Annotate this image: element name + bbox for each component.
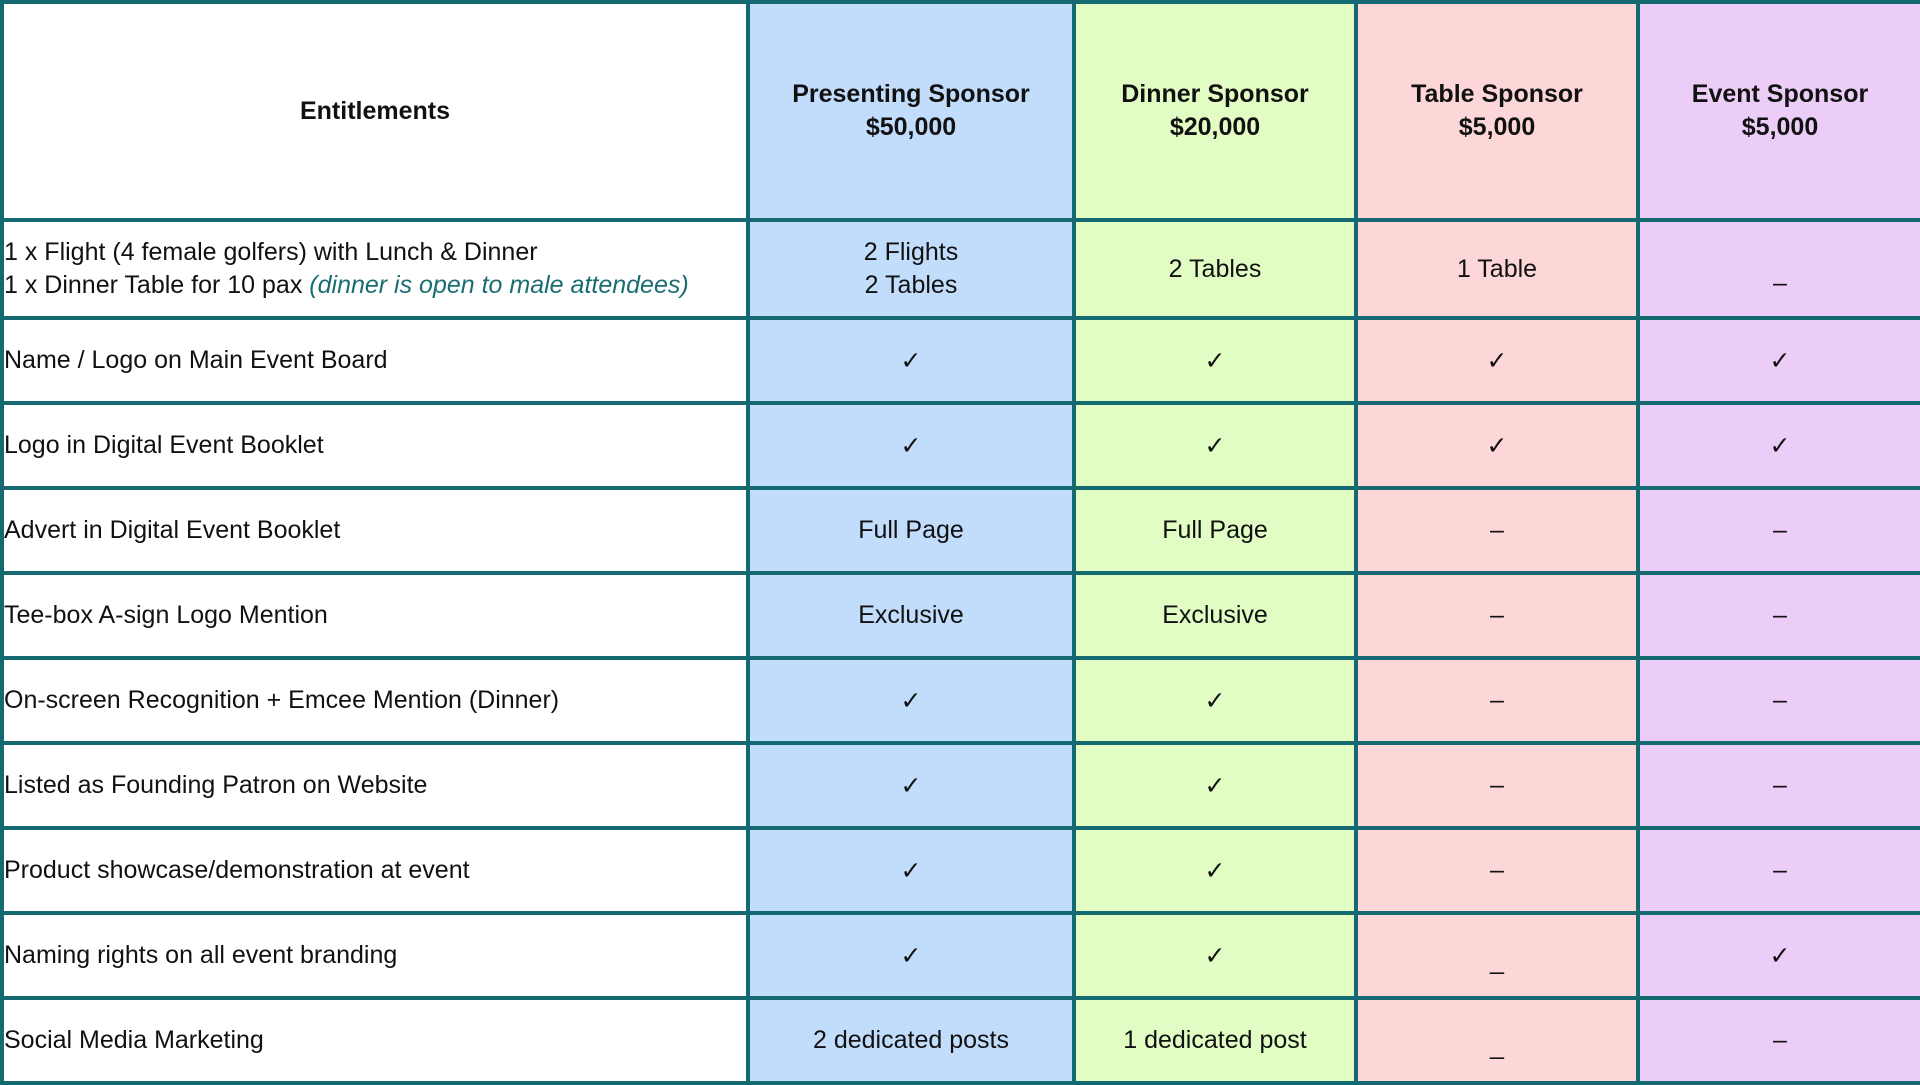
entitlement-label: Tee-box A-sign Logo Mention [2,573,748,658]
dinner-cell: Full Page [1074,488,1356,573]
dinner-cell: ✓ [1074,403,1356,488]
entitlement-label [2,220,748,318]
dinner-cell: ✓ [1074,318,1356,403]
entitlement-line: 1 x Dinner Table for 10 pax [4,271,310,299]
dinner-cell: ✓ [1074,913,1356,998]
tier-name: Table Sponsor [1411,80,1583,108]
event-cell: ✓ [1638,403,1920,488]
tier-name: Dinner Sponsor [1121,80,1309,108]
dinner-cell: ✓ [1074,828,1356,913]
event-sponsor-header [1638,2,1920,220]
entitlement-label: Naming rights on all event branding [2,913,748,998]
table-cell: 1 Table [1356,220,1638,318]
dinner-cell: 1 dedicated post [1074,998,1356,1083]
table-row [2,658,1920,743]
dinner-cell: ✓ [1074,743,1356,828]
tier-price: $5,000 [1458,113,1536,141]
presenting-sponsor-header [748,2,1074,220]
presenting-cell: ✓ [748,403,1074,488]
dinner-cell: Exclusive [1074,573,1356,658]
event-cell: ✓ [1638,913,1920,998]
tier-name: Event Sponsor [1691,80,1869,108]
event-cell: – [1638,488,1920,573]
event-cell: – [1638,743,1920,828]
tier-price: $50,000 [865,113,957,141]
event-cell: – [1638,658,1920,743]
table-row [2,488,1920,573]
table-cell: – [1356,828,1638,913]
tier-price: $20,000 [1169,113,1261,141]
table-cell: – [1356,573,1638,658]
table-row [2,828,1920,913]
table-row [2,403,1920,488]
table-cell: _ [1356,998,1638,1083]
presenting-cell: Full Page [748,488,1074,573]
presenting-cell: 2 dedicated posts [748,998,1074,1083]
table-cell: – [1356,743,1638,828]
table-cell: – [1356,488,1638,573]
presenting-cell: ✓ [748,828,1074,913]
table-row [2,998,1920,1083]
table-cell: _ [1356,913,1638,998]
entitlement-label: Logo in Digital Event Booklet [2,403,748,488]
entitlement-label: Name / Logo on Main Event Board [2,318,748,403]
event-cell: – [1638,828,1920,913]
entitlement-label: Social Media Marketing [2,998,748,1083]
event-cell: – [1638,998,1920,1083]
header-row [2,2,1920,220]
event-cell: ✓ [1638,318,1920,403]
presenting-cell: ✓ [748,913,1074,998]
entitlements-header: Entitlements [2,2,748,220]
presenting-cell: ✓ [748,318,1074,403]
table-cell: ✓ [1356,403,1638,488]
table-row [2,913,1920,998]
entitlement-label: Listed as Founding Patron on Website [2,743,748,828]
dinner-cell: 2 Tables [1074,220,1356,318]
table-sponsor-header [1356,2,1638,220]
event-cell: – [1638,573,1920,658]
table-row [2,743,1920,828]
dinner-cell: ✓ [1074,658,1356,743]
tier-name: Presenting Sponsor [792,80,1030,108]
tier-price: $5,000 [1741,113,1819,141]
cell-line: 2 Flights [863,238,959,266]
table-row [2,220,1920,318]
presenting-cell: ✓ [748,658,1074,743]
table-cell: ✓ [1356,318,1638,403]
presenting-cell: Exclusive [748,573,1074,658]
entitlement-line: 1 x Flight (4 female golfers) with Lunch & Dinner [4,238,538,266]
table-row [2,318,1920,403]
entitlement-label: Product showcase/demonstration at event [2,828,748,913]
presenting-cell [748,220,1074,318]
table-cell: – [1356,658,1638,743]
cell-line: 2 Tables [864,271,958,299]
presenting-cell: ✓ [748,743,1074,828]
entitlement-label: On-screen Recognition + Emcee Mention (Dinner) [2,658,748,743]
entitlement-note: (dinner is open to male attendees) [309,271,689,299]
table-row [2,573,1920,658]
event-cell: – [1638,220,1920,318]
dinner-sponsor-header [1074,2,1356,220]
entitlement-label: Advert in Digital Event Booklet [2,488,748,573]
